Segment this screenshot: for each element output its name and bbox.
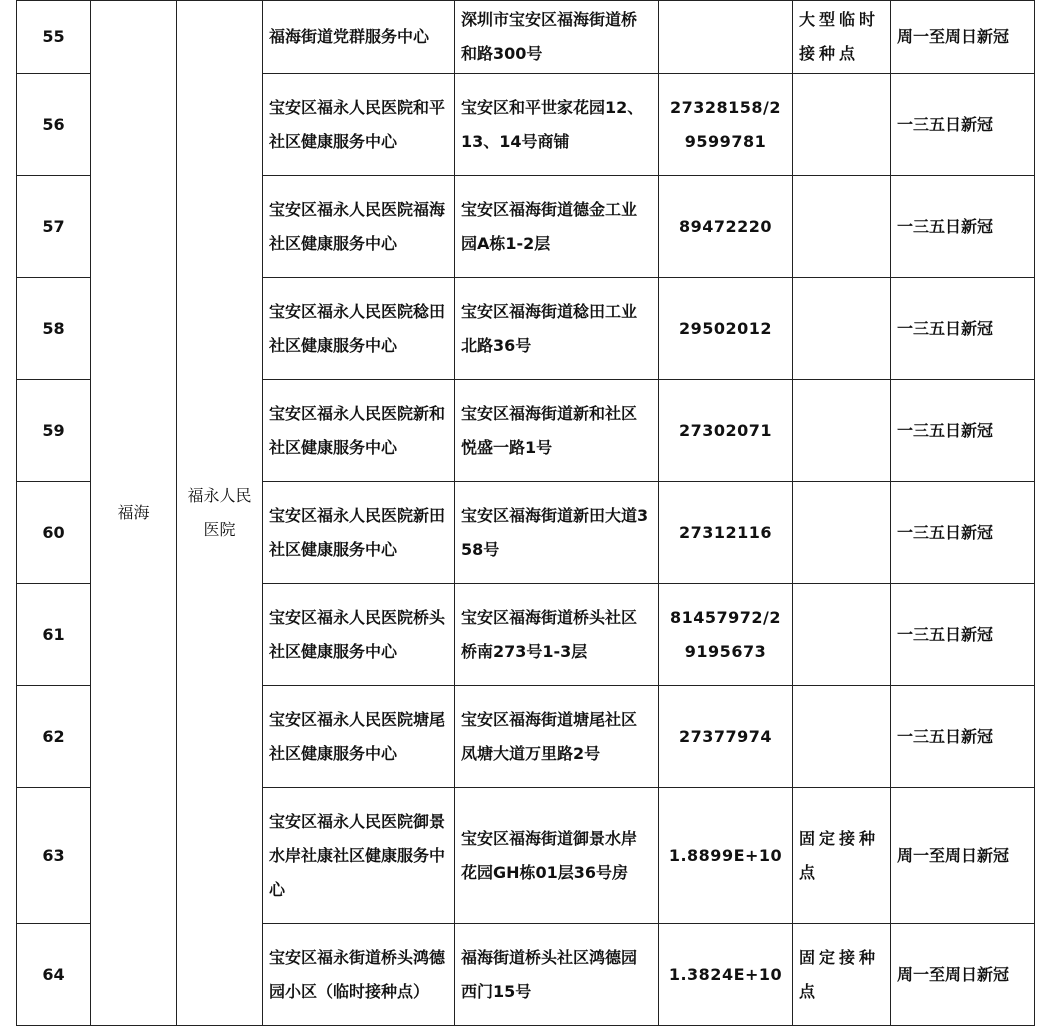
site-type: 大型临时接种点	[793, 1, 891, 74]
site-address: 宝安区福海街道塘尾社区凤塘大道万里路2号	[455, 686, 659, 788]
site-address: 宝安区福海街道新田大道358号	[455, 482, 659, 584]
site-name: 福海街道党群服务中心	[263, 1, 455, 74]
site-type: 固定接种点	[793, 924, 891, 1026]
site-type	[793, 584, 891, 686]
row-number: 60	[17, 482, 91, 584]
site-schedule: 一三五日新冠	[891, 584, 1035, 686]
site-address: 宝安区福海街道桥头社区桥南273号1-3层	[455, 584, 659, 686]
site-address: 宝安区福海街道新和社区悦盛一路1号	[455, 380, 659, 482]
site-phone: 29502012	[659, 278, 793, 380]
site-phone: 1.8899E+10	[659, 788, 793, 924]
street-cell: 福海	[91, 1, 177, 1026]
site-name: 宝安区福永街道桥头鸿德园小区（临时接种点）	[263, 924, 455, 1026]
site-name: 宝安区福永人民医院福海社区健康服务中心	[263, 176, 455, 278]
organization-cell: 福永人民医院	[177, 1, 263, 1026]
site-schedule: 一三五日新冠	[891, 686, 1035, 788]
site-schedule: 一三五日新冠	[891, 482, 1035, 584]
site-phone: 27312116	[659, 482, 793, 584]
table-row	[17, 1, 1035, 74]
vaccination-sites-table	[16, 0, 1035, 1026]
row-number: 59	[17, 380, 91, 482]
site-phone: 1.3824E+10	[659, 924, 793, 1026]
row-number: 56	[17, 74, 91, 176]
site-schedule: 一三五日新冠	[891, 278, 1035, 380]
site-name: 宝安区福永人民医院和平社区健康服务中心	[263, 74, 455, 176]
row-number: 61	[17, 584, 91, 686]
site-type: 固定接种点	[793, 788, 891, 924]
site-phone: 27377974	[659, 686, 793, 788]
site-type	[793, 482, 891, 584]
site-address: 深圳市宝安区福海街道桥和路300号	[455, 1, 659, 74]
site-name: 宝安区福永人民医院新田社区健康服务中心	[263, 482, 455, 584]
site-type	[793, 380, 891, 482]
site-schedule: 周一至周日新冠	[891, 788, 1035, 924]
site-name: 宝安区福永人民医院新和社区健康服务中心	[263, 380, 455, 482]
row-number: 64	[17, 924, 91, 1026]
site-name: 宝安区福永人民医院御景水岸社康社区健康服务中心	[263, 788, 455, 924]
site-type	[793, 686, 891, 788]
site-phone	[659, 1, 793, 74]
row-number: 63	[17, 788, 91, 924]
site-schedule: 周一至周日新冠	[891, 1, 1035, 74]
site-schedule: 一三五日新冠	[891, 176, 1035, 278]
row-number: 58	[17, 278, 91, 380]
site-address: 宝安区和平世家花园12、13、14号商铺	[455, 74, 659, 176]
site-schedule: 一三五日新冠	[891, 380, 1035, 482]
site-address: 福海街道桥头社区鸿德园西门15号	[455, 924, 659, 1026]
site-name: 宝安区福永人民医院稔田社区健康服务中心	[263, 278, 455, 380]
row-number: 62	[17, 686, 91, 788]
row-number: 57	[17, 176, 91, 278]
site-type	[793, 278, 891, 380]
site-phone: 27302071	[659, 380, 793, 482]
site-type	[793, 74, 891, 176]
row-number: 55	[17, 1, 91, 74]
site-type	[793, 176, 891, 278]
site-address: 宝安区福海街道稔田工业北路36号	[455, 278, 659, 380]
site-schedule: 一三五日新冠	[891, 74, 1035, 176]
site-address: 宝安区福海街道德金工业园A栋1-2层	[455, 176, 659, 278]
site-phone: 27328158/29599781	[659, 74, 793, 176]
site-phone: 81457972/29195673	[659, 584, 793, 686]
site-name: 宝安区福永人民医院塘尾社区健康服务中心	[263, 686, 455, 788]
site-address: 宝安区福海街道御景水岸花园GH栋01层36号房	[455, 788, 659, 924]
site-schedule: 周一至周日新冠	[891, 924, 1035, 1026]
site-phone: 89472220	[659, 176, 793, 278]
site-name: 宝安区福永人民医院桥头社区健康服务中心	[263, 584, 455, 686]
